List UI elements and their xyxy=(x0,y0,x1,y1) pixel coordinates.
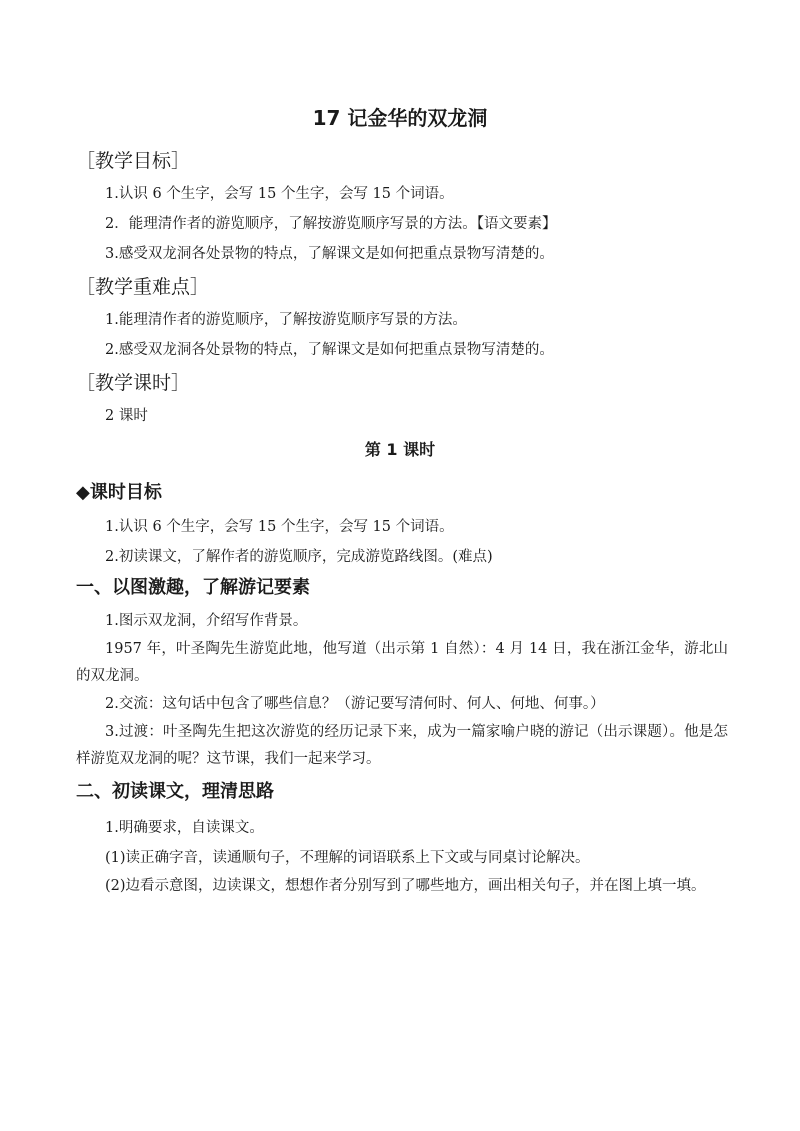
part-1-para-4: 3.过渡：叶圣陶先生把这次游览的经历记录下来，成为一篇家喻户晓的游记（出示课题）。他是怎样游览双龙洞的呢？这节课，我们一起来学习。 xyxy=(76,724,728,767)
key-point-item-1: 1.能理清作者的游览顺序，了解按游览顺序写景的方法。 xyxy=(105,312,467,328)
goal-item-1: 1.认识 6 个生字，会写 15 个生字，会写 15 个词语。 xyxy=(105,186,454,202)
goal-item-3: 3.感受双龙洞各处景物的特点，了解课文是如何把重点景物写清楚的。 xyxy=(105,246,554,262)
lesson-goal-heading: ◆课时目标 xyxy=(76,482,162,503)
teaching-hours-text: 2 课时 xyxy=(105,408,148,424)
part-2-para-3: (2)边看示意图，边读课文，想想作者分别写到了哪些地方，画出相关句子，并在图上填一填。 xyxy=(105,878,706,894)
heading-teaching-hours: ［教学课时］ xyxy=(76,372,191,394)
heading-teaching-goals: ［教学目标］ xyxy=(76,150,191,172)
goal-item-2: 2．能理清作者的游览顺序，了解按游览顺序写景的方法。【语文要素】 xyxy=(105,216,557,232)
key-point-item-2: 2.感受双龙洞各处景物的特点，了解课文是如何把重点景物写清楚的。 xyxy=(105,342,554,358)
part-1-para-3: 2.交流：这句话中包含了哪些信息？（游记要写清何时、何人、何地、何事。） xyxy=(105,696,605,712)
lesson-goal-item-1: 1.认识 6 个生字，会写 15 个生字，会写 15 个词语。 xyxy=(105,519,454,535)
lesson-1-heading: 第 1 课时 xyxy=(364,440,436,459)
part-2-para-1: 1.明确要求，自读课文。 xyxy=(105,820,264,836)
part-2-para-2: (1)读正确字音，读通顺句子，不理解的词语联系上下文或与同桌讨论解决。 xyxy=(105,850,590,866)
part-2-heading: 二、初读课文，理清思路 xyxy=(76,781,274,802)
part-1-para-2: 1957 年，叶圣陶先生游览此地，他写道（出示第 1 自然）：4 月 14 日，我在浙江金华，游北山的双龙洞。 xyxy=(76,641,728,684)
lesson-goal-item-2: 2.初读课文，了解作者的游览顺序，完成游览路线图。(难点) xyxy=(105,549,493,565)
part-1-para-1: 1.图示双龙洞，介绍写作背景。 xyxy=(105,613,308,629)
document-title: 17 记金华的双龙洞 xyxy=(312,106,488,130)
part-1-heading: 一、以图激趣，了解游记要素 xyxy=(76,577,310,598)
heading-key-points: ［教学重难点］ xyxy=(76,276,210,298)
